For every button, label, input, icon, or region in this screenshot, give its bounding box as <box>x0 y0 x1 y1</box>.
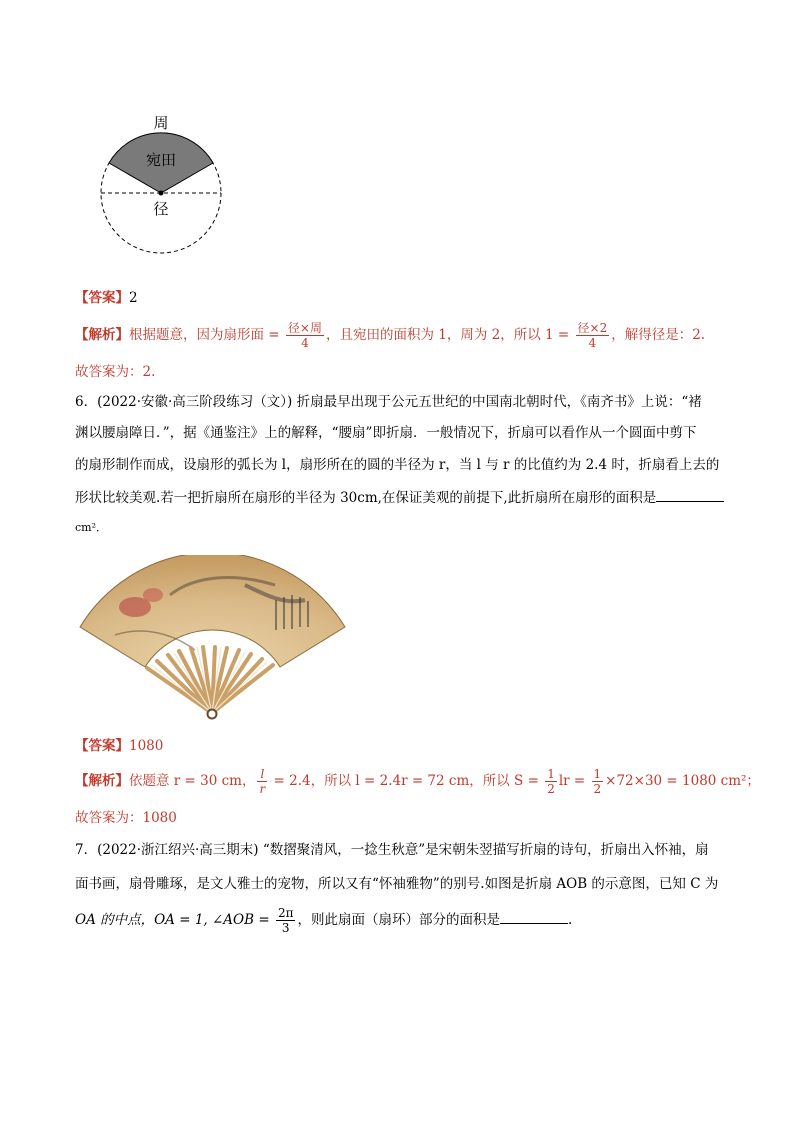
frac-den: r <box>259 782 266 796</box>
analysis-text-a: 依题意 r = 30 cm， <box>129 773 256 789</box>
frac-num: l <box>257 767 267 782</box>
analysis-text-c: lr = <box>558 773 590 789</box>
sector-figure <box>95 108 235 308</box>
analysis-text-c: ，解得径是：2. <box>611 327 706 343</box>
answer-tag: 【答案】 <box>75 738 129 754</box>
q5-answer <box>75 288 138 308</box>
frac-den: 2 <box>547 782 555 796</box>
q6-answer <box>75 736 163 756</box>
q6-line-5: cm²． <box>75 521 108 534</box>
frac-den: 4 <box>301 336 309 350</box>
top-label: 周 <box>153 114 169 132</box>
fraction-angle <box>276 906 296 935</box>
frac-num: 1 <box>593 767 602 781</box>
frac-num: 径×2 <box>577 321 608 335</box>
q7-line-3-b: ，则此扇面（扇环）部分的面积是 <box>297 912 500 928</box>
q7-line-3-a: OA 的中点，OA = 1, ∠AOB = <box>75 912 274 928</box>
analysis-tag: 【解析】 <box>75 327 129 343</box>
q6-line-4 <box>75 487 724 508</box>
q6-analysis <box>75 765 760 797</box>
fan-illustration <box>75 555 350 725</box>
frac-num: 径×周 <box>287 321 322 335</box>
center-label: 宛田 <box>145 151 177 169</box>
fan-paper <box>80 555 345 667</box>
q6-line-1: 6．(2022·安徽·高三阶段练习（文）) 折扇最早出现于公元五世纪的中国南北朝时代，《南齐书》上说：“褚 <box>75 394 702 410</box>
fraction-3 <box>592 767 604 796</box>
fan-pivot <box>208 710 217 719</box>
q5-analysis <box>75 320 705 350</box>
q6-line-3: 的扇形制作而成，设扇形的弧长为 l，扇形所在的圆的半径为 r，当 l 与 r 的比值约为 2.4 时，折扇看上去的 <box>75 457 720 473</box>
frac-num: 1 <box>547 767 555 781</box>
answer-value: 1080 <box>129 738 164 754</box>
bottom-label: 径 <box>153 200 169 218</box>
q6-conclusion: 故答案为：1080 <box>75 810 177 826</box>
analysis-text-b: ，且宛田的面积为 1，周为 2，所以 1 = <box>325 327 574 343</box>
fraction-1 <box>286 321 324 350</box>
analysis-text-d: ×72×30 = 1080 cm²； <box>605 773 760 789</box>
q6-line-4-text: 形状比较美观.若一把折扇所在扇形的半径为 30cm,在保证美观的前提下,此折扇所在扇形的面积是 <box>75 490 657 506</box>
frac-num: 2π <box>277 906 294 920</box>
center-dot <box>159 191 164 196</box>
fraction-2 <box>576 321 610 350</box>
q7-line-1: 7．(2022·浙江绍兴·高三期末) “数摺聚清风，一捻生秋意”是宋朝朱翌描写折扇的诗句，折扇出入怀袖，扇 <box>75 842 709 858</box>
q6-line-2: 渊以腰扇障日．”，据《通鉴注》上的解释，“腰扇”即折扇．一般情况下，折扇可以看作从一个圆面中剪下 <box>75 425 697 441</box>
analysis-tag: 【解析】 <box>75 773 129 789</box>
sector-diagram <box>95 108 235 308</box>
frac-den: 2 <box>593 782 602 796</box>
frac-den: 4 <box>588 336 597 350</box>
folding-fan-image <box>75 555 350 725</box>
fraction-2 <box>545 767 557 796</box>
q7-line-3-c: . <box>567 912 573 928</box>
answer-value: 2 <box>129 290 138 306</box>
answer-blank <box>656 487 724 502</box>
q5-conclusion: 故答案为：2. <box>75 364 156 380</box>
answer-blank <box>500 909 568 924</box>
analysis-text-b: = 2.4，所以 l = 2.4r = 72 cm，所以 S = <box>269 773 544 789</box>
q7-line-3 <box>75 905 572 935</box>
frac-den: 3 <box>281 921 290 935</box>
answer-tag: 【答案】 <box>75 290 129 306</box>
fraction-1 <box>257 767 267 796</box>
analysis-text-a: 根据题意，因为扇形面 = <box>129 327 284 343</box>
q7-line-2: 面书画，扇骨雕琢，是文人雅士的宠物，所以又有“怀袖雅物”的别号.如图是折扇 AOB 的示意图，已知 C 为 <box>75 876 719 892</box>
